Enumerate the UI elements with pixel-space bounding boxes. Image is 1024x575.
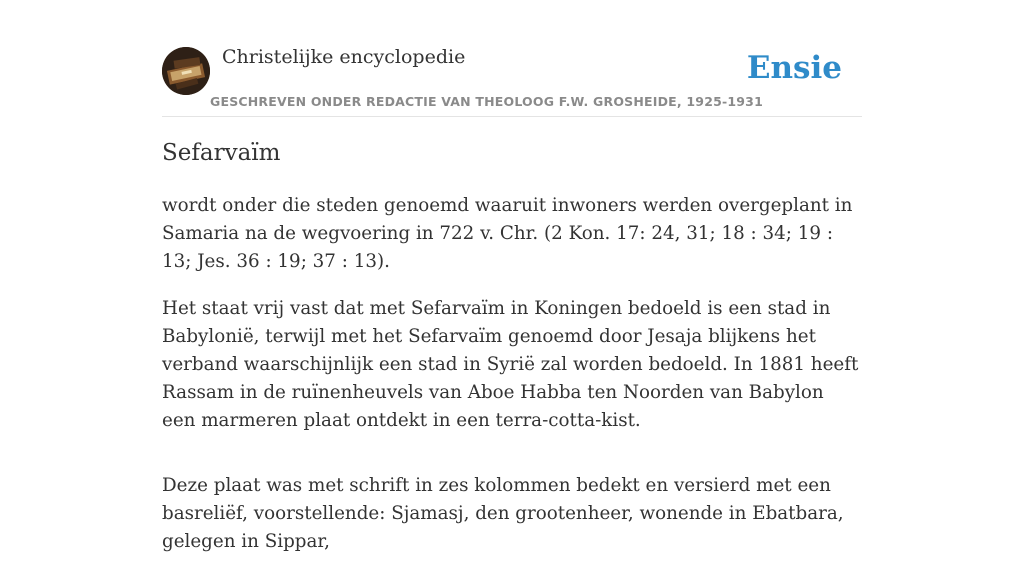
site-header	[162, 0, 862, 117]
book-subtitle: GESCHREVEN ONDER REDACTIE VAN THEOLOOG F.W. GROSHEIDE, 1925-1931	[210, 94, 763, 109]
page-container	[162, 0, 862, 552]
entry-paragraph: Het staat vrij vast dat met Sefarvaïm in Koningen bedoeld is een stad in Babylonië, terwijl met het Sefarvaïm genoemd door Jesaja blijkens het verband waarschijnlijk een stad in Syrië zal worden bedoeld. In 1881 heeft Rassam in de ruïnenheuvels van Aboe Habba ten Noorden van Babylon een marmeren plaat ontdekt in een terra-cotta-kist.	[162, 298, 859, 431]
entry-paragraph: wordt onder die steden genoemd waaruit inwoners werden overgeplant in Samaria na de wegvoering in 722 v. Chr. (2 Kon. 17: 24, 31; 18 : 34; 19 : 13; Jes. 36 : 19; 37 : 13).	[162, 195, 853, 272]
entry-paragraph: Deze plaat was met schrift in zes kolommen bedekt en versierd met een basreliëf, voorstellende: Sjamasj, den grootenheer, wonende in Ebatbara, gelegen in Sippar,	[162, 475, 844, 552]
entry-body	[162, 192, 862, 575]
brand-logo-link[interactable]: Ensie	[746, 50, 842, 86]
entry-title: Sefarvaïm	[162, 140, 281, 166]
book-title[interactable]: Christelijke encyclopedie	[222, 46, 466, 68]
book-cover-image	[162, 47, 210, 95]
book-cover-avatar[interactable]	[162, 47, 210, 95]
